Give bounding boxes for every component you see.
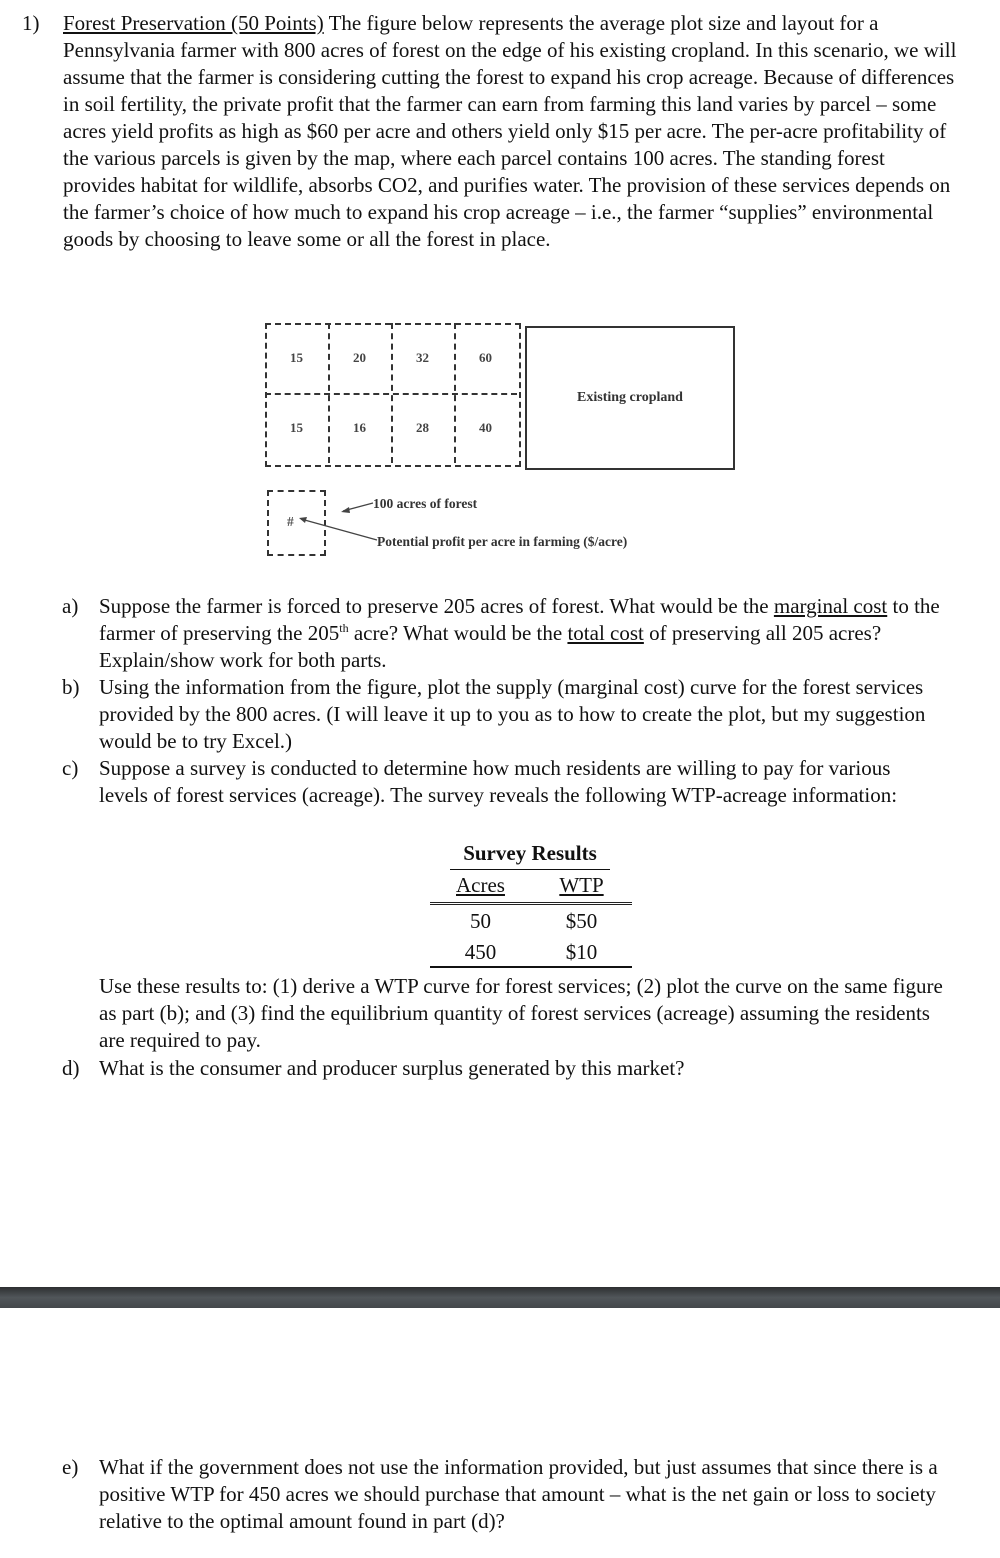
part-label: a)	[62, 594, 79, 618]
question-title: Forest Preservation (50 Points)	[63, 11, 324, 35]
text: of preserving all 205 acres? Explain/show work for both parts.	[99, 621, 882, 672]
text: Using the information from the figure, plot the supply (marginal cost) curve for the forest services provided by the 800 acres. (I will leave it up to you as to how to create the plot, but my suggestion would be to try Excel.)	[99, 675, 926, 753]
parcel-value: 32	[416, 350, 429, 365]
forest-map-figure	[265, 318, 745, 558]
text: to the farmer of preserving the 205	[99, 594, 940, 645]
parcel-value: 60	[479, 350, 492, 365]
cell: $10	[565, 940, 598, 964]
column-header: WTP	[559, 873, 604, 897]
text: Suppose a survey is conducted to determine how much residents are willing to pay for various levels of forest services (acreage). The survey reveals the following WTP-acreage information:	[99, 756, 898, 807]
part-label: e)	[62, 1455, 79, 1479]
question-text: The figure below represents the average plot size and layout for a Pennsylvania farmer with 800 acres of forest on the edge of his existing cropland. In this scenario, we will assume that the farmer is considering cutting the forest to expand his crop acreage. Because of differences in soil fertility, the private profit that the farmer can earn from farming this land varies by parcel – some acres yield profits as high as $60 per acre and others yield only $15 per acre. The per-acre profitability of the various parcels is given by the map, where each parcel contains 100 acres. The standing forest provides habitat for wildlife, absorbs CO2, and purifies water. The provision of these services depends on the farmer’s choice of how much to expand his crop acreage – i.e., the farmer “supplies” environmental goods by choosing to leave some or all the forest in place.	[63, 11, 957, 251]
cell: 450	[464, 940, 497, 964]
parcel-value: 40	[479, 420, 492, 435]
text: Suppose the farmer is forced to preserve 205 acres of forest. What would be the	[99, 594, 774, 618]
text: marginal cost	[773, 594, 888, 618]
part-label: d)	[62, 1056, 80, 1080]
survey-results-table	[430, 840, 632, 968]
parcel-value: 20	[353, 350, 366, 365]
part-e	[62, 1454, 957, 1535]
part-label: c)	[62, 756, 79, 780]
text: acre? What would be the	[348, 621, 568, 645]
column-header: Acres	[456, 873, 505, 897]
legend-forest: 100 acres of forest	[373, 496, 478, 511]
table-row	[430, 938, 632, 968]
table-row	[430, 905, 632, 938]
cell: $50	[565, 909, 598, 933]
part-c-continued	[62, 973, 957, 1054]
part-d	[62, 1055, 957, 1082]
table-title: Survey Results	[450, 840, 610, 870]
legend-profit: Potential profit per acre in farming ($/acre)	[377, 534, 628, 549]
cell: 50	[470, 909, 491, 933]
parcel-value: 15	[290, 350, 303, 365]
part-label: b)	[62, 675, 80, 699]
part-a	[62, 593, 957, 674]
text: What is the consumer and producer surplus generated by this market?	[99, 1056, 685, 1080]
text: What if the government does not use the information provided, but just assumes that since there is a positive WTP for 450 acres we should purchase that amount – what is the net gain or loss to society relative to the optimal amount found in part (d)?	[99, 1455, 938, 1533]
text: total cost	[567, 621, 644, 645]
question-1	[22, 10, 962, 253]
page-divider	[0, 1287, 1000, 1308]
question-number: 1)	[22, 11, 40, 35]
parcel-value: 15	[290, 420, 303, 435]
legend-symbol: #	[287, 514, 294, 529]
existing-cropland: Existing cropland	[525, 326, 735, 470]
parcel-value: 28	[416, 420, 429, 435]
legend-arrows	[265, 318, 745, 558]
parcel-value: 16	[353, 420, 366, 435]
part-b	[62, 674, 957, 755]
text: Use these results to: (1) derive a WTP curve for forest services; (2) plot the curve on the same figure as part (b); and (3) find the equilibrium quantity of forest services (acreage) assuming the residents are required to pay.	[99, 974, 943, 1052]
part-c	[62, 755, 922, 809]
text: th	[339, 621, 349, 635]
